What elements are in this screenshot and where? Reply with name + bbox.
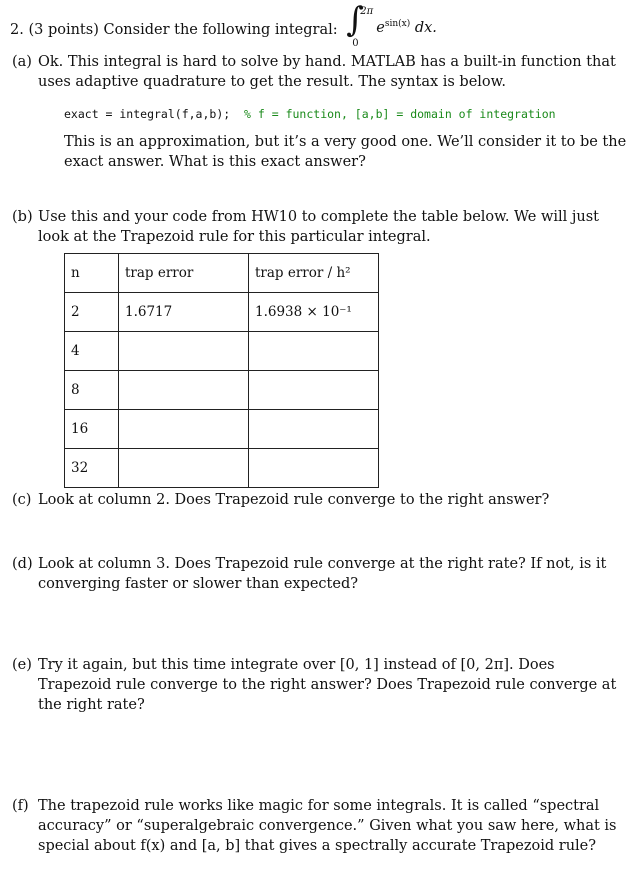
integral-upper-limit: 2π [360, 6, 374, 17]
part-c-text: Look at column 2. Does Trapezoid rule converge to the right answer? [38, 492, 550, 508]
cell-trap-error[interactable] [119, 371, 249, 410]
header-n: n [65, 254, 119, 293]
part-e-label: (e) [12, 657, 32, 673]
cell-trap-error[interactable] [119, 449, 249, 488]
question-points: (3 points) [28, 22, 99, 38]
cell-trap-error-h2[interactable]: 1.6938 × 10⁻¹ [249, 293, 379, 332]
table-header-row [65, 254, 379, 293]
matlab-code-line [64, 104, 556, 124]
part-e-text: Try it again, but this time integrate over [0, 1] instead of [0, 2π]. Does Trapezoid rule converge to the right answer? Does Trapezoid rule converge at the right rate? [38, 657, 617, 713]
question-header [10, 0, 437, 49]
question-prompt: Consider the following integral: [103, 22, 338, 38]
cell-n: 16 [65, 410, 119, 449]
table-row [65, 449, 379, 488]
cell-n: 2 [65, 293, 119, 332]
trapezoid-table [64, 253, 379, 488]
integral-sign-icon: ∫ [346, 0, 364, 40]
table-row [65, 371, 379, 410]
header-trap-error-h2: trap error / h² [249, 254, 379, 293]
cell-trap-error[interactable] [119, 332, 249, 371]
cell-trap-error-h2[interactable] [249, 371, 379, 410]
cell-trap-error[interactable]: 1.6717 [119, 293, 249, 332]
integral-expression [342, 0, 437, 49]
part-a-text2: This is an approximation, but it’s a very good one. We’ll consider it to be the exact answer. What is this exact answer? [64, 134, 627, 170]
code-statement: exact = integral(f,a,b); [64, 107, 231, 121]
table-row [65, 293, 379, 332]
part-f [12, 796, 630, 856]
table-row [65, 410, 379, 449]
integrand: $e^{sin(x)}$ dx. [376, 19, 437, 36]
header-trap-error: trap error [119, 254, 249, 293]
part-f-text: The trapezoid rule works like magic for some integrals. It is called “spectral accuracy” or “superalgebraic convergence.” Given what you saw here, what is special about f(x) and [a, b] that gives a spectrally accurate Trapezoid rule? [38, 798, 617, 854]
part-d-label: (d) [12, 556, 33, 572]
part-a-followup [64, 132, 630, 172]
part-e [12, 655, 630, 715]
cell-n: 8 [65, 371, 119, 410]
cell-trap-error-h2[interactable] [249, 332, 379, 371]
part-d [12, 554, 630, 594]
part-f-label: (f) [12, 798, 29, 814]
part-b-label: (b) [12, 209, 33, 225]
cell-trap-error-h2[interactable] [249, 410, 379, 449]
table-row [65, 332, 379, 371]
cell-trap-error-h2[interactable] [249, 449, 379, 488]
cell-n: 32 [65, 449, 119, 488]
cell-n: 4 [65, 332, 119, 371]
code-comment: % f = function, [a,b] = domain of integration [244, 107, 556, 121]
part-b-text: Use this and your code from HW10 to complete the table below. We will just look at the Trapezoid rule for this particular integral. [38, 209, 600, 245]
cell-trap-error[interactable] [119, 410, 249, 449]
part-a [12, 52, 630, 92]
integral-lower-limit: 0 [352, 38, 359, 49]
part-a-text: Ok. This integral is hard to solve by hand. MATLAB has a built-in function that uses adaptive quadrature to get the result. The syntax is below. [38, 54, 616, 90]
part-a-label: (a) [12, 54, 32, 70]
part-c [12, 490, 630, 510]
part-c-label: (c) [12, 492, 32, 508]
part-b [12, 207, 630, 247]
question-number: 2. [10, 22, 24, 38]
part-d-text: Look at column 3. Does Trapezoid rule converge at the right rate? If not, is it converging faster or slower than expected? [38, 556, 607, 592]
